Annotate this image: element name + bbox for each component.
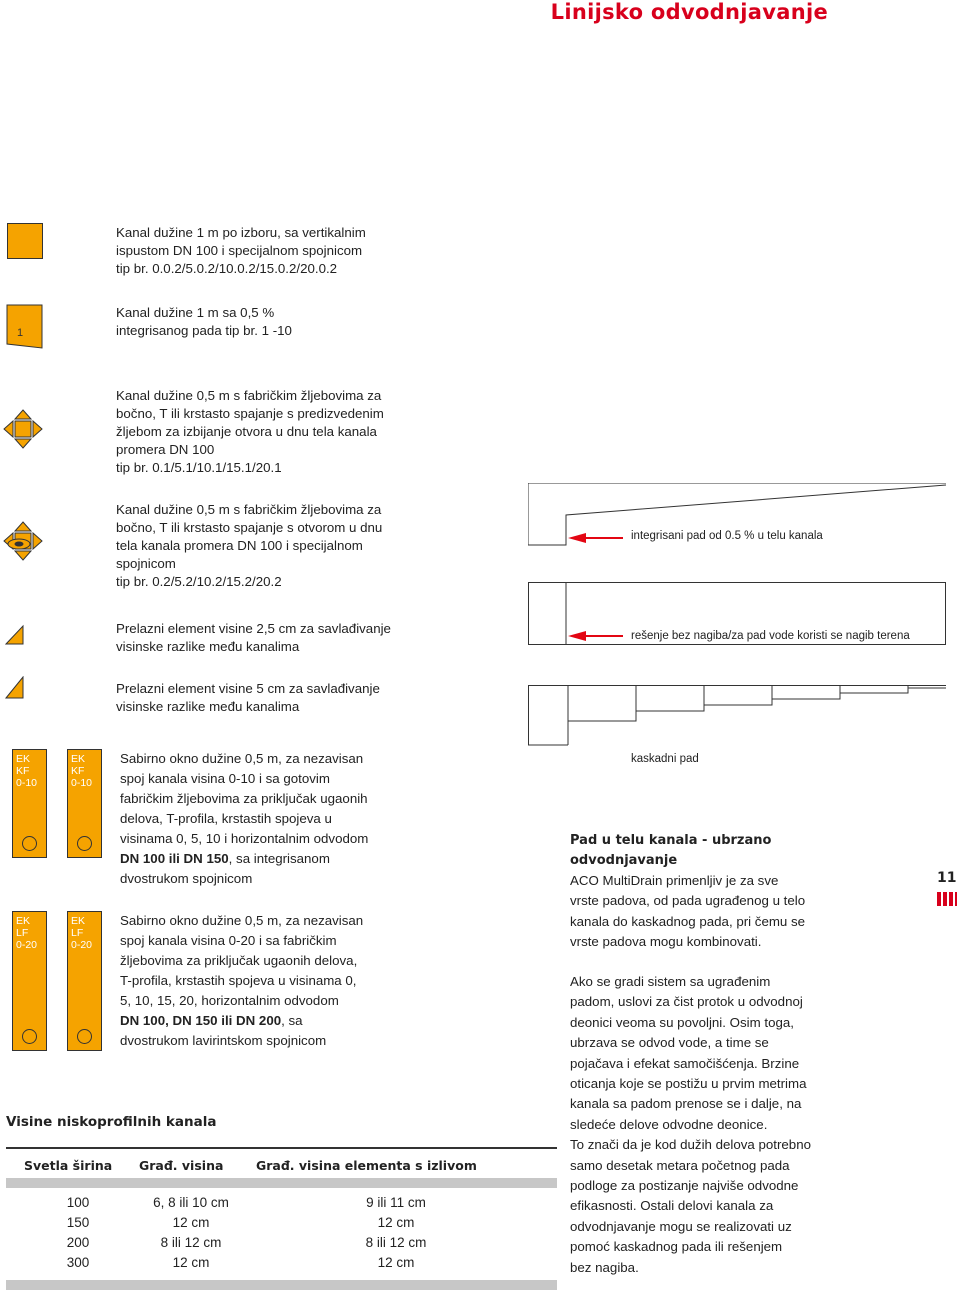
side-heading: Pad u telu kanala - ubrzano odvodnjavanje xyxy=(570,833,772,868)
channel-slope-icon xyxy=(6,304,44,350)
table-header: Građ. visina xyxy=(139,1158,224,1173)
channel-half-description-a: Kanal dužine 0,5 m s fabričkim žljebovima za bočno, T ili krstasto spajanje s predizvedenim žljebom za izbijanje otvora u dnu tela kanala promera DN 100 tip br. 0.1/5.1/10.1/15.1/20.1 xyxy=(116,388,384,475)
channel-half-description-b: Kanal dužine 0,5 m s fabričkim žljebovima za bočno, T ili krstasto spajanje s otvorom u dnu tela kanala promera DN 100 i specijalnom spojnicom tip br. 0.2/5.2/10.2/15.2/20.2 xyxy=(116,502,383,589)
transition-small-icon xyxy=(5,624,25,646)
flat-diagram-label: rešenje bez nagiba/za pad vode koristi se nagib terena xyxy=(631,630,910,642)
outlet-circle-icon xyxy=(22,1029,37,1044)
table-row: 150 12 cm 12 cm xyxy=(66,1215,415,1230)
ek-kf-box-right: EK KF 0-10 xyxy=(67,749,102,858)
side-paragraph-1: ACO MultiDrain primenljiv je za sve vrste padova, od pada ugrađenog u telo kanala do kaskadnog pada, pri čemu se vrste padova mogu kombinovati. xyxy=(570,873,806,950)
table-header: Građ. visina elementa s izlivom xyxy=(256,1158,477,1173)
transition-large-icon xyxy=(5,676,25,700)
sump-kf-description: Sabirno okno dužine 0,5 m, za nezavisan spoj kanala visina 0-10 i sa gotovim fabričkim žljebovima za priključak ugaonih delova, T-profila, krstastih spojeva u visinama 0, 5, 10 i horizontalnim odvodom DN 100 ili DN 150, sa integrisanom dvostrukom spojnicom xyxy=(120,751,369,886)
cross-connector-icon xyxy=(2,408,44,450)
table-row: 300 12 cm 12 cm xyxy=(66,1255,415,1270)
table-row: 100 6, 8 ili 10 cm 9 ili 11 cm xyxy=(66,1195,426,1210)
transition-large-description: Prelazni element visine 5 cm za savlađivanje visinske razlike među kanalima xyxy=(116,681,380,714)
page-title: Linijsko odvodnjavanje xyxy=(550,0,828,24)
table-header: Svetla širina xyxy=(24,1158,113,1173)
channel-square-icon xyxy=(7,223,43,259)
table-row: 200 8 ili 12 cm 8 ili 12 cm xyxy=(66,1235,427,1250)
heights-table xyxy=(6,1147,557,1290)
channel-slope-tag: 1 xyxy=(17,327,24,339)
cross-connector-outlet-icon xyxy=(2,520,44,562)
outlet-circle-icon xyxy=(77,836,92,851)
table-header-row xyxy=(6,1150,557,1178)
table-body xyxy=(6,1188,557,1280)
cascade-diagram-label: kaskadni pad xyxy=(631,753,699,765)
channel-slope-description: Kanal dužine 1 m sa 0,5 % integrisanog pada tip br. 1 -10 xyxy=(116,305,292,338)
page-number: 11 xyxy=(937,870,957,886)
transition-small-description: Prelazni element visine 2,5 cm za savlađivanje visinske razlike među kanalima xyxy=(116,621,391,654)
side-paragraph-2: Ako se gradi sistem sa ugrađenim padom, uslovi za čist protok u odvodnoj deonici veoma su povoljni. Osim toga, ubrzava se odvod vode, a time se pojačava i efekat samočišćenja. Brzine oticanja koje se postižu u prvim metrima kanala sa padom prenose se i dalje, na sledeće delove odvodne deonice. To znači da je kod dužih delova potrebno samo desetak metara početnog pada podloge za postizanje najviše odvodne efikasnosti. Ostali delovi kanala za odvodnjavanje mogu se realizovati uz pomoć kaskadnog pada ili rešenjem bez nagiba. xyxy=(570,974,811,1275)
cascade-diagram xyxy=(528,685,948,747)
page-marker-icon xyxy=(937,892,957,906)
outlet-circle-icon xyxy=(22,836,37,851)
outlet-circle-icon xyxy=(77,1029,92,1044)
sump-lf-description: Sabirno okno dužine 0,5 m, za nezavisan spoj kanala visina 0-20 i sa fabričkim žljebovima za priključak ugaonih delova, T-profila, krstastih spojeva u visinama 0, 5, 10, 15, 20, horizontalnim odvodom DN 100, DN 150 ili DN 200, sa dvostrukom lavirintskom spojnicom xyxy=(120,913,364,1048)
slope-diagram-label: integrisani pad od 0.5 % u telu kanala xyxy=(631,530,823,542)
ek-kf-box-left: EK KF 0-10 xyxy=(12,749,47,858)
ek-lf-box-left: EK LF 0-20 xyxy=(12,911,47,1051)
channel-1m-description: Kanal dužine 1 m po izboru, sa vertikalnim ispustom DN 100 i specijalnom spojnicom tip br. 0.0.2/5.0.2/10.0.2/15.0.2/20.0.2 xyxy=(116,225,366,276)
table-title: Visine niskoprofilnih kanala xyxy=(6,1114,217,1130)
ek-lf-box-right: EK LF 0-20 xyxy=(67,911,102,1051)
